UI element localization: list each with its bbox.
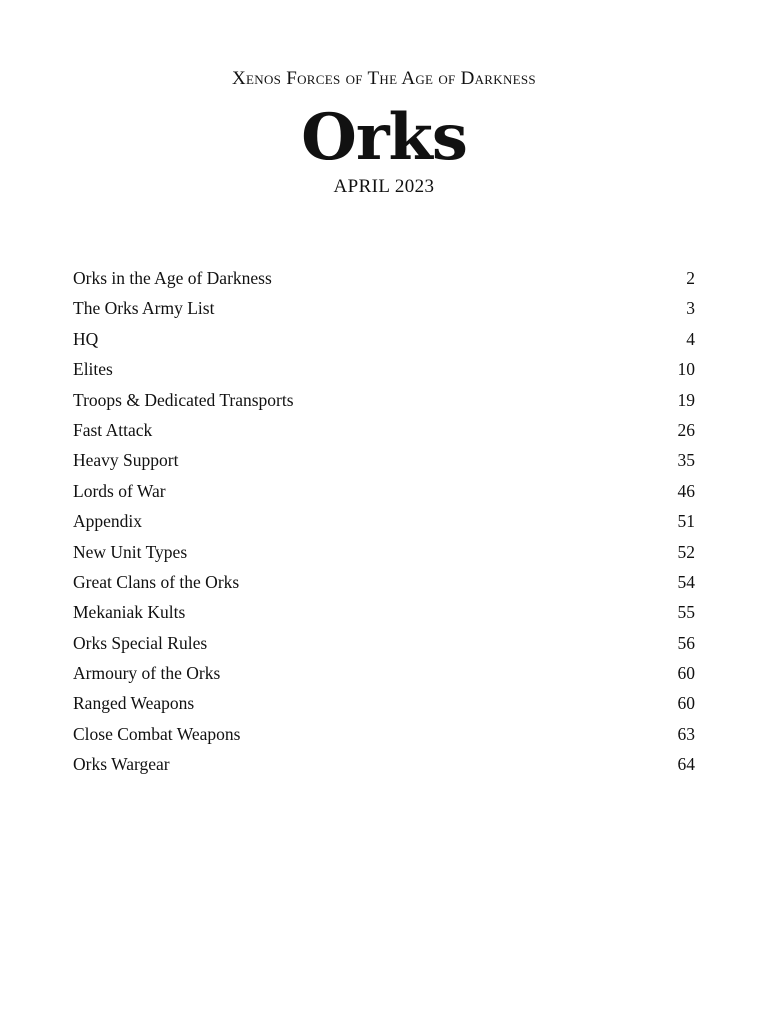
toc-entry[interactable] xyxy=(73,567,695,597)
toc-entry-title: Fast Attack xyxy=(73,419,153,440)
table-of-contents xyxy=(73,263,695,780)
toc-entry[interactable] xyxy=(73,415,695,445)
toc-entry[interactable] xyxy=(73,719,695,749)
toc-entry-page: 63 xyxy=(677,723,695,744)
toc-entry-title: Orks Wargear xyxy=(73,754,170,775)
toc-entry[interactable] xyxy=(73,385,695,415)
toc-entry[interactable] xyxy=(73,324,695,354)
toc-entry-title: Great Clans of the Orks xyxy=(73,571,240,592)
toc-entry[interactable] xyxy=(73,506,695,536)
toc-entry-page: 26 xyxy=(677,419,695,440)
toc-entry-title: Ranged Weapons xyxy=(73,693,195,714)
toc-entry-title: HQ xyxy=(73,328,99,349)
toc-entry-title: Troops & Dedicated Transports xyxy=(73,389,294,410)
toc-entry-title: Heavy Support xyxy=(73,450,179,471)
toc-entry[interactable] xyxy=(73,263,695,293)
toc-entry-page: 55 xyxy=(677,602,695,623)
toc-entry-title: Armoury of the Orks xyxy=(73,663,221,684)
toc-entry-title: Orks in the Age of Darkness xyxy=(73,268,272,288)
toc-entry[interactable] xyxy=(73,476,695,506)
toc-entry-page: 60 xyxy=(677,693,695,714)
toc-entry-title: The Orks Army List xyxy=(73,298,215,319)
document-title: Orks xyxy=(301,100,467,175)
toc-entry-page: 46 xyxy=(677,480,695,501)
toc-entry-page: 3 xyxy=(686,298,695,319)
toc-entry-page: 19 xyxy=(677,389,695,410)
toc-entry[interactable] xyxy=(73,293,695,323)
toc-entry[interactable] xyxy=(73,537,695,567)
toc-entry-page: 64 xyxy=(677,754,695,775)
toc-entry-title: Orks Special Rules xyxy=(73,632,208,653)
toc-entry-page: 4 xyxy=(686,328,695,349)
toc-entry-page: 10 xyxy=(677,359,695,380)
toc-entry[interactable] xyxy=(73,628,695,658)
toc-entry-title: Close Combat Weapons xyxy=(73,723,241,744)
toc-entry-title: Appendix xyxy=(73,511,143,532)
toc-entry-title: Lords of War xyxy=(73,480,166,501)
toc-entry-page: 51 xyxy=(677,511,695,532)
toc-entry[interactable] xyxy=(73,597,695,627)
toc-entry-title: Mekaniak Kults xyxy=(73,602,186,623)
document-supertitle: Xenos Forces of The Age of Darkness xyxy=(232,68,536,89)
toc-entry-page: 2 xyxy=(686,268,695,288)
toc-entry-page: 52 xyxy=(677,541,695,562)
toc-entry-title: New Unit Types xyxy=(73,541,188,562)
toc-entry[interactable] xyxy=(73,688,695,718)
toc-entry[interactable] xyxy=(73,445,695,475)
toc-entry[interactable] xyxy=(73,354,695,384)
document-date: APRIL 2023 xyxy=(333,176,435,197)
toc-entry-page: 60 xyxy=(677,663,695,684)
toc-entry-page: 35 xyxy=(677,450,695,471)
toc-entry-page: 56 xyxy=(677,632,695,653)
toc-entry-page: 54 xyxy=(677,571,695,592)
toc-entry-title: Elites xyxy=(73,359,113,380)
toc-entry[interactable] xyxy=(73,658,695,688)
toc-entry[interactable] xyxy=(73,749,695,779)
